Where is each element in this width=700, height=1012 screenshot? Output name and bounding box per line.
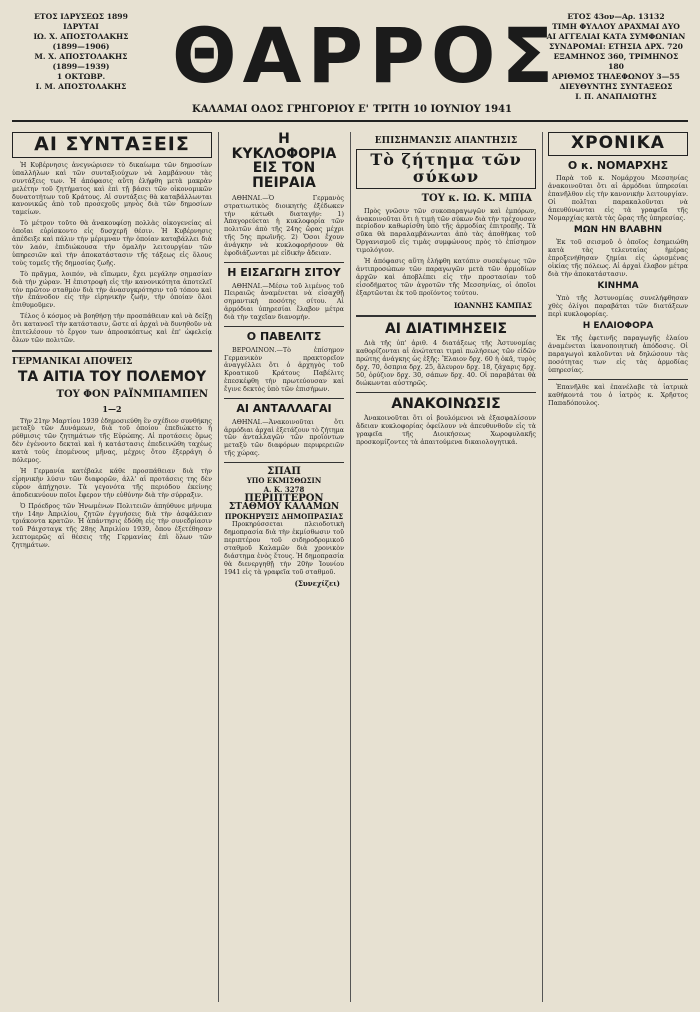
founding-year: ΕΤΟΣ ΙΔΡΥΣΕΩΣ 1899 — [34, 12, 128, 21]
section-label: ΕΠΙΣΗΜΑΝΣΙΣ ΑΠΑΝΤΗΣΙΣ — [374, 136, 518, 146]
article-heading-exchanges: ΑΙ ΑΝΤΑΛΛΑΓΑΙ — [236, 402, 332, 416]
subheading-damage: ΜΩΝ ΗΝ ΒΛΑΒΗΝ — [573, 224, 663, 235]
address: ΚΑΛΑΜΑΙ ΟΔΟΣ ΓΡΗΓΟΡΙΟΥ Ε' — [192, 104, 369, 115]
masthead-rule — [12, 120, 688, 122]
column-divider — [350, 132, 351, 1002]
section-divider — [224, 462, 344, 463]
article-paragraph: ΒΕΡΟΛΙΝΟΝ.—Τὸ ἐπίσημον Γερμανικὸν πρακτορεῖον ἀναγγέλλει ὅτι ὁ ἀρχηγὸς τοῦ Κροατικοῦ Κράτους Παβέλιτς ἐπεσκέφθη τὴν πρωτεύουσαν καὶ ἔγινε δεκτὸς ὑπὸ τῶν ἐπισήμων. — [224, 345, 344, 394]
article-heading-circulation: Η ΚΥΚΛΟΦΟΡΙΑ ΕΙΣ ΤΟΝ ΠΕΙΡΑΙΑ — [231, 131, 337, 192]
founder-2: Μ. Χ. ΑΠΟΣΤΟΛΑΚΗΣ — [34, 52, 128, 61]
article-paragraph: Τέλος ὁ κόσμος νὰ βοηθήσῃ τὴν προσπάθειαν καὶ νὰ δείξῃ ὅτι κατανοεῖ τὴν κατάστασιν, ὥστε αἱ ἀρχαὶ νὰ δυνηθοῦν νὰ ἐπιτελέσουν τὸ ἔργον των ἀπροσκόπτως καὶ ἐπ' ὠφελείᾳ ὅλων τῶν πολιτῶν. — [12, 312, 212, 344]
owner-name: Ι. Μ. ΑΠΟΣΤΟΛΑΚΗΣ — [35, 82, 127, 91]
article-paragraph: Ἐκ τοῦ σεισμοῦ ὁ ὁποῖος ἐσημειώθη κατὰ τὰς τελευταίας ἡμέρας ἐπροξενήθησαν ζημίαι εἰς ὡρισμένας οἰκίας τῆς πόλεως. Αἱ ἀρχαὶ ἐλαβον μέτρα διὰ τὴν ἀποκατάστασιν. — [548, 238, 688, 278]
article-paragraph: Τὸ μέτρον τοῦτο θὰ ἀνακουφίσῃ πολλὰς οἰκογενείας αἱ ὁποῖαι εὑρίσκοντο εἰς δυσχερῆ θέσιν. Ἡ Κυβέρνησις ἀπέδειξε καὶ πάλιν τὴν μέριμναν τὴν ὁποίαν καταβάλλει διὰ τὸν λαόν, ἐπιδιώκουσα τὴν ὁμαλὴν λειτουργίαν τῶν ὑπηρεσιῶν καὶ τὴν ἀποκατάστασιν τῆς τάξεως εἰς ὅλους τοὺς τομεῖς τῆς δημοσίας ζωῆς. — [12, 219, 212, 267]
article-paragraph: Τὴν 21ην Μαρτίου 1939 ἐδημοσιεύθη ἓν σχέδιον συνθήκης μεταξὺ τῶν Δυνάμεων, διὰ τοῦ ὁποίου ἐπεδιώκετο ἡ ρύθμισις τῶν ζητημάτων τῆς Εὐρώπης. Αἱ προτάσεις ὅμως δὲν ἐγένοντο δεκταὶ καὶ ἡ κατάστασις ἐπεδεινώθη ταχέως κατὰ τοὺς ἑπομένους μῆνας, μέχρις ὅτου ἐξερράγη ὁ πόλεμος. — [12, 416, 212, 465]
price: ΤΙΜΗ ΦΥΛΛΟΥ ΔΡΑΧΜΑΙ ΔΥΟ — [552, 22, 680, 31]
section-label: ΓΕΡΜΑΝΙΚΑΙ ΑΠΟΨΕΙΣ — [12, 356, 133, 367]
article-paragraph: Παρὰ τοῦ κ. Νομάρχου Μεσσηνίας ἀνακοινοῦται ὅτι αἱ ἁρμόδιαι ὑπηρεσίαι ἐπανῆλθον εἰς τὴν κανονικὴν λειτουργίαν. Οἱ πολῖται παρακαλοῦνται νὰ ἀπευθύνωνται εἰς τὰ γραφεῖα τῆς Νομαρχίας κατὰ τὰς ὥρας τῆς ὑπηρεσίας. — [548, 174, 688, 222]
owner-date: 1 ΟΚΤΩΒΡ. — [56, 72, 106, 81]
notice-line: ΠΕΡΙΠΤΕΡΟΝ — [244, 493, 324, 505]
subscription-half: ΕΞΑΜΗΝΟΣ 360, ΤΡΙΜΗΝΟΣ 180 — [553, 52, 679, 71]
article-paragraph: ΑΘΗΝΑΙ.—Μέσω τοῦ λιμένος τοῦ Πειραιῶς ἀναμένεται νὰ εἰσαχθῇ σημαντικὴ ποσότης σίτου. Αἱ ἁρμόδιαι ὑπηρεσίαι ἔλαβον μέτρα διὰ τὴν ταχεῖαν διανομήν. — [224, 281, 344, 322]
article-paragraph: ΑΘΗΝΑΙ.—Ὁ Γερμανὸς στρατιωτικὸς διοικητὴς ἐξέδωκεν τὴν κάτωθι διαταγήν: 1) Ἀπαγορεύεται ἡ κυκλοφορία τῶν πολιτῶν ἀπὸ τῆς 24ης ὥρας μέχρι τῆς 5ης πρωϊνῆς. 2) Ὅσοι ἔχουν ἀνάγκην νὰ κυκλοφορήσουν θὰ ἐφοδιάζωνται μὲ εἰδικὴν ἄδειαν. — [224, 193, 344, 258]
notice-line: ΥΠΟ ΕΚΜΙΣΘΩΣΙΝ — [246, 476, 322, 486]
newspaper-title: ΘΑΡΡΟΣ — [172, 11, 560, 100]
issue-number: ΕΤΟΣ 43ον—Αρ. 13132 — [567, 12, 665, 21]
article-paragraph: Ὁ Πρόεδρος τῶν Ἡνωμένων Πολιτειῶν ἀπηύθυνε μήνυμα τὴν 14ην Ἀπριλίου, ζητῶν ἐγγυήσεις διὰ τὴν ἀσφάλειαν τριάκοντα κρατῶν. Ἡ ἀπάντησις ἐδόθη εἰς τὴν συνεδρίασιν τοῦ Ράιχσταγκ τῆς 28ης Ἀπριλίου 1939, ὅπου ἐξετέθησαν λεπτομερῶς αἱ θέσεις τῆς Γερμανίας ἐπὶ ὅλων τῶν ζητημάτων. — [12, 501, 212, 550]
notice-line: ΣΠΑΠ — [267, 466, 301, 478]
article-heading-wheat: Η ΕΙΣΑΓΩΓΗ ΣΙΤΟΥ — [227, 266, 341, 279]
article-paragraph: ΑΘΗΝΑΙ.—Ἀνακοινοῦται ὅτι ἀρμόδιαι ἀρχαὶ ἐξετάζουν τὸ ζήτημα τῶν ἀνταλλαγῶν τῶν προϊόντων μεταξὺ τῶν διαφόρων περιφερειῶν τῆς χώρας. — [224, 417, 344, 458]
article-heading-war-causes: ΤΑ ΑΙΤΙΑ ΤΟΥ ΠΟΛΕΜΟΥ — [17, 368, 207, 385]
section-divider — [224, 326, 344, 327]
section-divider — [356, 315, 536, 317]
issue-date: ΤΡΙΤΗ 10 ΙΟΥΝΙΟΥ 1941 — [373, 104, 512, 115]
founder-2-years: (1899—1939) — [52, 62, 110, 71]
subheading-prefect: Ο κ. ΝΟΜΑΡΧΗΣ — [567, 158, 669, 172]
notice-line: ΣΤΑΘΜΟΥ ΚΑΛΑΜΩΝ — [228, 502, 340, 513]
column-2 — [224, 132, 344, 1006]
editor-name: Ι. Π. ΑΝΑΠΛΙΩΤΗΣ — [575, 92, 657, 101]
article-heading-pensions: ΑΙ ΣΥΝΤΑΞΕΙΣ — [12, 132, 212, 158]
article-paragraph: Ἡ Κυβέρνησις ἀνεγνώρισεν τὸ δικαίωμα τῶν δημοσίων ὑπαλλήλων καὶ τῶν συνταξιούχων νὰ λαμβάνουν τὰς συντάξεις των. Ἡ ἀπόφασις αὕτη ἐλήφθη μετὰ μακρὰν μελέτην τοῦ ζητήματος καὶ ἐπὶ τῇ βάσει τῶν οἰκονομικῶν δυνατοτήτων τοῦ Κράτους. Αἱ συντάξεις θὰ καταβάλλωνται κανονικῶς ἀπὸ τοῦ προσεχοῦς μηνὸς διὰ τῶν δημοσίων ταμείων. — [12, 160, 212, 217]
subheading-olive-oil: Η ΕΛΑΙΟΦΟΡΑ — [582, 320, 654, 331]
subheading-movement: ΚΙΝΗΜΑ — [597, 280, 639, 291]
phone-number: ΑΡΙΘΜΟΣ ΤΗΛΕΦΩΝΟΥ 3—55 — [552, 72, 680, 81]
article-paragraph: Ἐπανῆλθε καὶ ἐπανέλαβε τὰ ἰατρικὰ καθήκοντά του ὁ ἰατρὸς κ. Χρῆστος Παπαδόπουλος. — [548, 382, 688, 407]
article-heading-announcement: ΑΝΑΚΟΙΝΩΣΙΣ — [391, 395, 501, 412]
article-paragraph: Διὰ τῆς ὑπ' ἀριθ. 4 διατάξεως τῆς Ἀστυνομίας καθορίζονται αἱ ἀνώταται τιμαὶ πωλήσεως τῶν εἰδῶν πρώτης ἀνάγκης ὡς ἑξῆς: Ἔλαιον δρχ. 60 ἡ ὀκᾶ, τυρὸς δρχ. 70, ὄσπρια δρχ. 25, ἄλευρον δρχ. 18, ζάχαρις δρχ. 50, ὀρύζιον δρχ. 30, σάπων δρχ. 40. Οἱ παραβάται θὰ διώκωνται αὐστηρῶς. — [356, 339, 536, 387]
article-paragraph: Ἡ Γερμανία κατέβαλε κάθε προσπάθειαν διὰ τὴν εἰρηνικὴν λύσιν τῶν διαφορῶν, ἀλλ' αἱ προτάσεις της δὲν εὗρον ἀπήχησιν. Τὰ γεγονότα τῆς περιόδου ἐκείνης ἀποδεικνύουν ποῖοι ἔφερον τὴν εὐθύνην διὰ τὴν σύρραξιν. — [12, 467, 212, 499]
chronicles-heading: ΧΡΟΝΙΚΑ — [548, 132, 688, 156]
column-4 — [548, 132, 688, 1006]
editor-label: ΔΙΕΥΘΥΝΤΗΣ ΣΥΝΤΑΞΕΩΣ — [559, 82, 673, 91]
article-paragraph: Ἐκ τῆς ἐφετινῆς παραγωγῆς ἐλαίου ἀναμένεται ἱκανοποιητικὴ ἀπόδοσις. Οἱ παραγωγοὶ καλοῦνται νὰ δηλώσουν τὰς ποσότητας των εἰς τὰς ἁρμοδίας ὑπηρεσίας. — [548, 334, 688, 375]
article-byline: ΤΟΥ ΦΟΝ ΡΑΪΝΜΠΑΜΠΕΝ — [56, 388, 208, 400]
section-divider — [548, 379, 688, 380]
article-byline: ΤΟΥ κ. ΙΩ. Κ. ΜΠΙΑ — [421, 192, 532, 204]
continued-note: (Συνεχίζει) — [294, 579, 340, 589]
article-paragraph: Ἡ ἀπόφασις αὕτη ἐλήφθη κατόπιν συσκέψεως τῶν ἀντιπροσώπων τῶν παραγωγῶν μετὰ τῶν ἁρμοδίων ἀρχῶν καὶ ἀποβλέπει εἰς τὴν προστασίαν τοῦ εἰσοδήματος τῶν ἀγροτῶν τῆς Μεσσηνίας, οἱ ὁποῖοι ἐξαρτῶνται ἐκ τοῦ προϊόντος τούτου. — [356, 257, 536, 297]
masthead-left-info — [22, 12, 140, 92]
notice-line: Α. Κ. 3278 — [263, 485, 305, 495]
auction-notice — [224, 467, 344, 521]
article-heading-pavelic: Ο ΠΑΒΕΛΙΤΣ — [246, 330, 322, 344]
article-heading-figs: Τὸ ζήτημα τῶν σύκων — [356, 149, 536, 189]
section-divider — [356, 392, 536, 393]
ads-note: ΑΙ ΑΓΓΕΛΙΑΙ ΚΑΤΑ ΣΥΜΦΩΝΙΑΝ — [546, 32, 686, 41]
section-divider — [224, 262, 344, 263]
article-signature: ΙΩΑΝΝΗΣ ΚΑΜΠΑΣ — [454, 300, 532, 310]
masthead — [12, 10, 688, 122]
article-paragraph: Πρὸς γνῶσιν τῶν συκοπαραγωγῶν καὶ ἐμπόρων, ἀνακοινοῦται ὅτι ἡ τιμὴ τῶν σύκων διὰ τὴν τρέχουσαν περίοδον καθωρίσθη ὑπὸ τῆς ἁρμοδίας ἐπιτροπῆς. Τὰ σῦκα θὰ παραλαμβάνωνται ἀπὸ τὰς ἀποθήκας τοῦ Ὀργανισμοῦ εἰς τιμὰς συμφώνους πρὸς τὸ ἐπίσημον τιμολόγιον. — [356, 206, 536, 255]
article-paragraph: Ὑπὸ τῆς Ἀστυνομίας συνελήφθησαν χθὲς ὀλίγοι παραβάται τῶν διατάξεων περὶ κυκλοφορίας. — [548, 294, 688, 319]
founder-1: ΙΩ. Χ. ΑΠΟΣΤΟΛΑΚΗΣ — [33, 32, 129, 41]
article-paragraph: Τὸ πρᾶγμα, λοιπόν, νὰ εἴπωμεν, ἔχει μεγάλην σημασίαν διὰ τὴν χώραν. Ἡ ἐπιστροφὴ εἰς τὴν κανονικότητα ἀποτελεῖ τὸν πρῶτον σταθμὸν διὰ τὴν ἀνασυγκρότησιν τοῦ τόπου καὶ τὴν ἐπάνοδον εἰς τὴν εἰρηνικὴν ζωήν, τὴν ὁποίαν ὅλοι ἐπιθυμοῦμεν. — [12, 269, 212, 310]
article-part-number: 1—2 — [102, 403, 122, 414]
article-paragraph: Προκηρύσσεται πλειοδοτικὴ δημοπρασία διὰ τὴν ἐκμίσθωσιν τοῦ περιπτέρου τοῦ σιδηροδρομικοῦ σταθμοῦ Καλαμῶν διὰ χρονικὸν διάστημα ἑνὸς ἔτους. Ἡ δημοπρασία θὰ διενεργηθῇ τὴν 20ὴν Ἰουνίου 1941 εἰς τὰ γραφεῖα τοῦ σταθμοῦ. — [224, 520, 344, 576]
newspaper-page — [12, 10, 688, 1006]
article-heading-prices: ΑΙ ΔΙΑΤΙΜΗΣΕΙΣ — [384, 320, 508, 337]
article-paragraph: Ἀνακοινοῦται ὅτι οἱ βουλόμενοι νὰ ἐξασφαλίσουν ἄδειαν κυκλοφορίας ὀφείλουν νὰ ἀπευθυνθοῦν εἰς τὰ γραφεῖα τῆς Διοικήσεως Χωροφυλακῆς προσκομίζοντες τὰ ἀπαιτούμενα δικαιολογητικά. — [356, 414, 536, 447]
masthead-right-info — [546, 12, 686, 102]
column-1 — [12, 132, 212, 1006]
column-3 — [356, 132, 536, 1006]
section-divider — [12, 350, 212, 352]
column-divider — [218, 132, 219, 1002]
column-divider — [542, 132, 543, 1002]
founder-1-years: (1899—1906) — [52, 42, 110, 51]
section-divider — [224, 398, 344, 399]
subscription-year: ΣΥΝΔΡΟΜΑΙ: ΕΤΗΣΙΑ ΔΡΧ. 720 — [549, 42, 683, 51]
notice-line: ΠΡΟΚΗΡΥΞΙΣ ΔΗΜΟΠΡΑΣΙΑΣ — [224, 512, 344, 522]
founders-label: ΙΔΡΥΤΑΙ — [63, 22, 99, 31]
